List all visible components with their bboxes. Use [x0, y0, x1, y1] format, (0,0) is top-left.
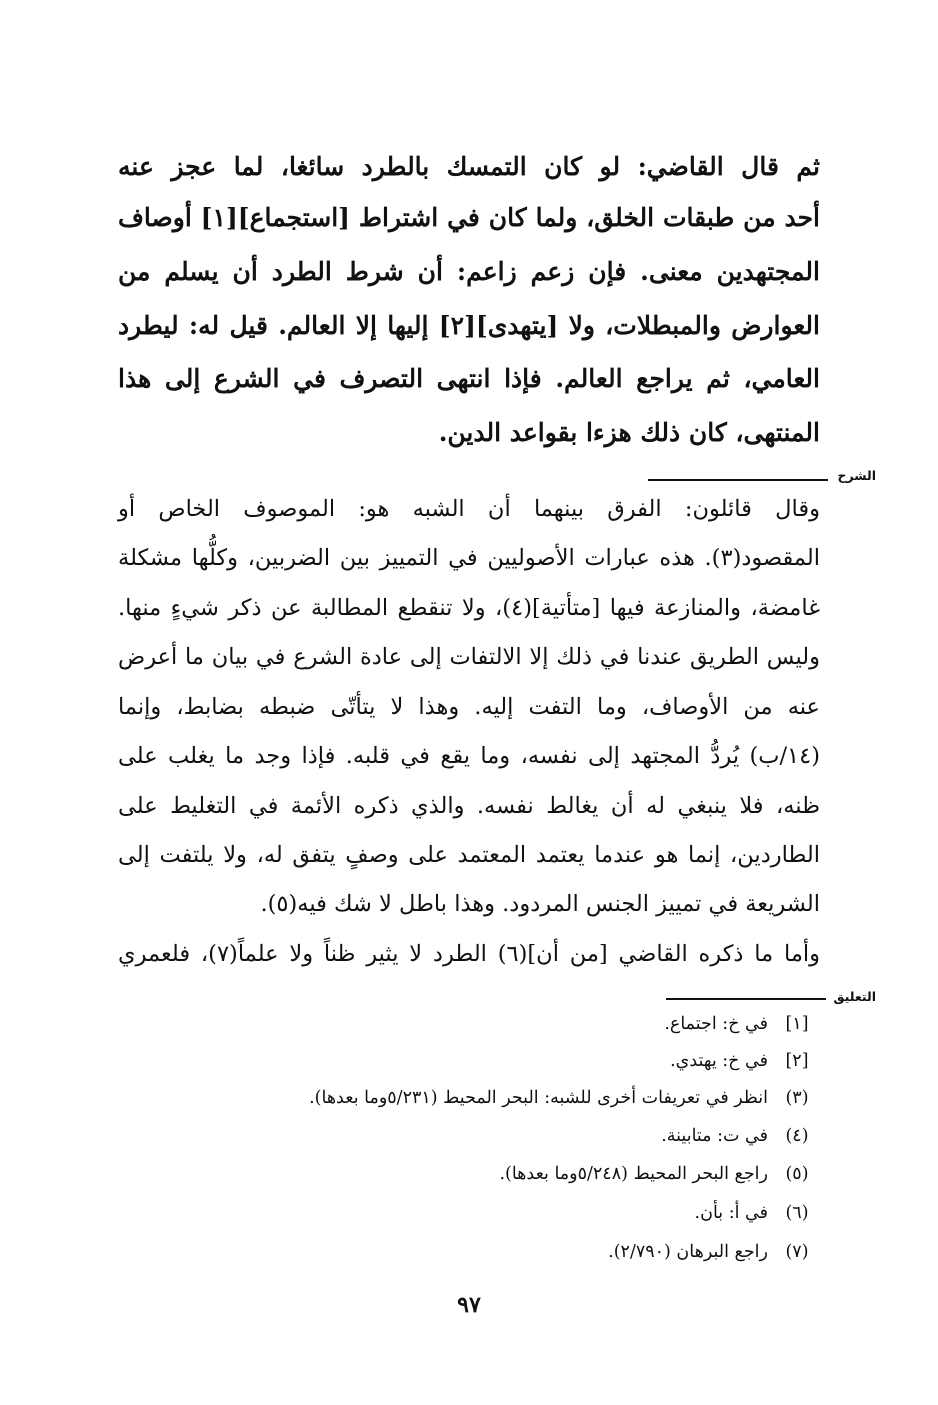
main-text-line: المجتهدين معنى. فإن زعم زاعم: أن شرط الطرد أن يسلم من [118, 257, 820, 286]
footnote-item [664, 1014, 816, 1044]
commentary-line: الطاردين، إنما هو عندما يعتمد المعتمد على وصفٍ يتفق له، ولا يلتفت إلى [118, 842, 820, 868]
main-text-line: العامي، ثم يراجع العالم. فإذا انتهى التصرف في الشرع إلى هذا [118, 364, 820, 393]
main-text-line: المنتهى، كان ذلك هزءا بقواعد الدين. [438, 418, 820, 447]
footnote-text: في خ: اجتماع. [664, 1014, 768, 1034]
page-number: ٩٧ [457, 1292, 481, 1318]
footnote-text: انظر في تعريفات أخرى للشبه: البحر المحيط (٥/٢٣١وما بعدها). [309, 1088, 768, 1108]
notes-divider-line [666, 998, 826, 1000]
main-text-line: أحد من طبقات الخلق، ولما كان في اشتراط [استجماع][١] أوصاف [118, 203, 821, 232]
footnote-text: راجع البرهان (٢/٧٩٠). [608, 1242, 768, 1262]
footnote-number: [٢] [785, 1051, 809, 1071]
footnote-item [309, 1088, 816, 1118]
footnote-text: راجع البحر المحيط (٥/٢٤٨وما بعدها). [499, 1164, 768, 1184]
commentary-line: الشريعة في تمييز الجنس المردود. وهذا باطل لا شك فيه(٥). [260, 891, 820, 917]
footnote-number: (٧) [785, 1242, 809, 1262]
commentary-line: وأما ما ذكره القاضي [من أن](٦) الطرد لا يثير ظناً ولا علماً(٧)، فلعمري [118, 941, 820, 967]
footnote-number: [١] [785, 1014, 809, 1034]
commentary-line: عنه من الأوصاف، وما التفت إليه. وهذا لا يتأتّى ضبطه بضابط، وإنما [118, 694, 820, 720]
main-text-line: العوارض والمبطلات، ولا [يتهدى][٢] إليها إلا العالم. قيل له: ليطرد [118, 311, 820, 340]
footnote-number: (٤) [785, 1126, 809, 1146]
commentary-line: وليس الطريق عندنا في ذلك إلا الالتفات إلى عادة الشرع في بيان ما أعرض [118, 644, 820, 670]
footnote-text: في ت: متابينة. [661, 1126, 768, 1146]
footnote-item [661, 1126, 816, 1156]
footnote-number: (٥) [785, 1164, 809, 1184]
footnote-item [670, 1051, 816, 1081]
commentary-line: وقال قائلون: الفرق بينهما أن الشبه هو: الموصوف الخاص أو [118, 496, 820, 522]
sharh-divider-line [648, 479, 828, 481]
footnote-number: (٦) [785, 1203, 809, 1223]
main-text-line: ثم قال القاضي: لو كان التمسك بالطرد سائغا، لما عجز عنه [118, 152, 820, 181]
commentary-line: المقصود(٣). هذه عبارات الأصوليين في التمييز بين الضربين، وكلُّها مشكلة [118, 545, 820, 571]
footnote-number: (٣) [785, 1088, 809, 1108]
footnote-item [499, 1164, 816, 1194]
commentary-line: غامضة، والمنازعة فيها [متأتية](٤)، ولا تنقطع المطالبة عن ذكر شيءٍ منها. [118, 595, 820, 621]
sharh-section-label: الشرح [837, 468, 876, 483]
footnote-item [608, 1242, 816, 1272]
commentary-line: ظنه، فلا ينبغي له أن يغالط نفسه. والذي ذكره الأئمة في التغليط على [118, 793, 820, 819]
footnote-text: في أ: بأن. [694, 1203, 768, 1223]
notes-section-label: التعليق [833, 989, 876, 1004]
commentary-line: (١٤/ب) يُردُّ المجتهد إلى نفسه، وما يقع في قلبه. فإذا وجد ما يغلب على [118, 743, 820, 769]
footnote-item [695, 1203, 816, 1233]
footnote-text: في خ: يهتدي. [670, 1051, 768, 1071]
